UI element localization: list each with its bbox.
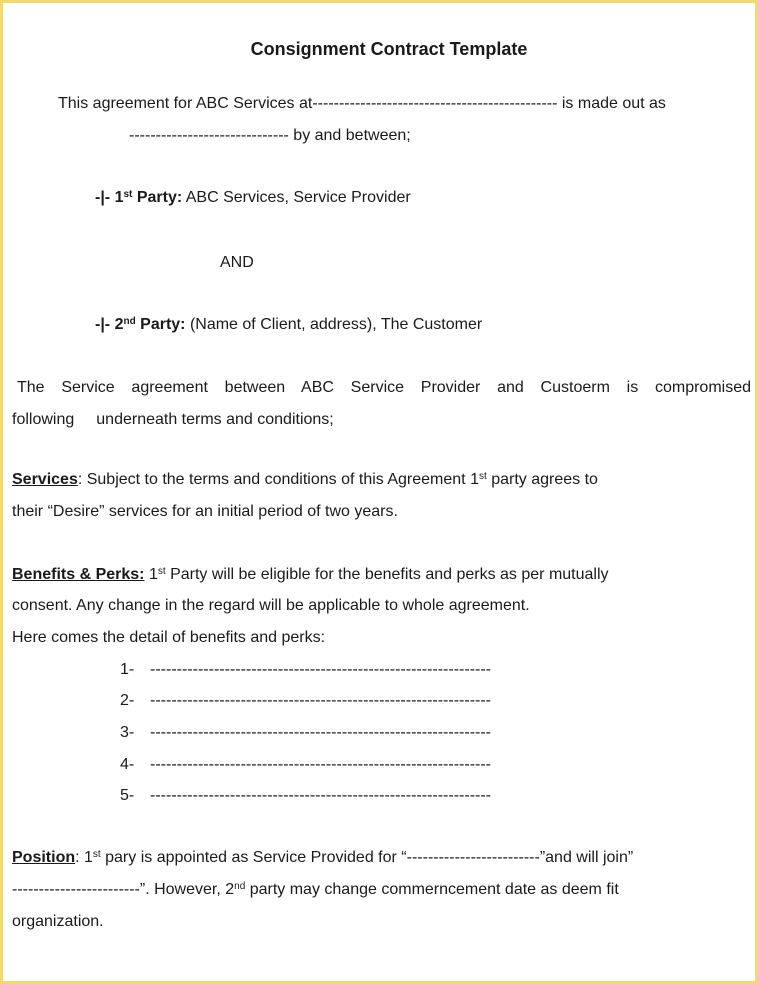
position-ordinal-1: st xyxy=(92,849,101,860)
agreement-text-a: following xyxy=(12,411,75,428)
benefits-line-3: Here comes the detail of benefits and perks: xyxy=(12,629,326,646)
list-item-number: 5- xyxy=(120,787,135,804)
list-item-blank: ---------------------------------------------------------------- xyxy=(150,724,491,741)
services-text-b: party agrees to xyxy=(486,471,598,488)
intro-blank-location: ---------------------------------------------- xyxy=(312,95,558,112)
list-item-number: 1- xyxy=(120,661,135,678)
list-item-number: 2- xyxy=(120,692,135,709)
list-item xyxy=(120,786,491,806)
list-item-number: 4- xyxy=(120,756,135,773)
intro-text-3: by and between; xyxy=(288,127,411,144)
party-2-value: (Name of Client, address), The Customer xyxy=(185,316,483,333)
list-item xyxy=(120,723,491,743)
party-1-prefix: -|- 1 xyxy=(95,189,124,206)
list-item-blank: ---------------------------------------------------------------- xyxy=(150,661,491,678)
list-item-blank: ---------------------------------------------------------------- xyxy=(150,692,491,709)
intro-line-2 xyxy=(129,126,411,146)
list-item-blank: ---------------------------------------------------------------- xyxy=(150,787,491,804)
agreement-text-b: underneath terms and conditions; xyxy=(96,411,334,428)
party-2-line xyxy=(95,315,482,335)
position-ordinal-2: nd xyxy=(234,881,246,892)
services-line-1 xyxy=(12,470,598,490)
position-text-c: ”and will join” xyxy=(539,849,634,866)
position-text-d: ”. However, 2 xyxy=(139,881,235,898)
intro-blank-date: ------------------------------ xyxy=(129,127,289,144)
party-2-prefix: -|- 2 xyxy=(95,316,124,333)
party-2-label: Party: xyxy=(135,316,186,333)
position-line-1 xyxy=(12,848,633,868)
list-item xyxy=(120,691,491,711)
list-item xyxy=(120,660,491,680)
list-item-number: 3- xyxy=(120,724,135,741)
party-1-value: ABC Services, Service Provider xyxy=(182,189,411,206)
position-text-e: party may change commerncement date as deem fit xyxy=(245,881,619,898)
services-line-2: their “Desire” services for an initial period of two years. xyxy=(12,503,398,520)
party-1-ordinal: st xyxy=(123,189,133,200)
and-text: AND xyxy=(220,254,254,271)
position-heading: Position xyxy=(12,849,76,866)
position-text-a: : 1 xyxy=(75,849,93,866)
party-2-ordinal: nd xyxy=(123,316,136,327)
benefits-text-b: Party will be eligible for the benefits and perks as per mutually xyxy=(165,566,609,583)
benefits-ordinal: st xyxy=(157,566,166,577)
party-1-line xyxy=(95,188,411,208)
document-page xyxy=(3,3,755,981)
party-1-label: Party: xyxy=(132,189,183,206)
services-heading: Services xyxy=(12,471,78,488)
intro-line-1 xyxy=(58,94,666,114)
benefits-heading: Benefits & Perks: xyxy=(12,566,145,583)
agreement-line-1: The Service agreement between ABC Service Provider and Custoerm is compromised xyxy=(17,379,751,396)
services-ordinal: st xyxy=(478,471,487,482)
list-item xyxy=(120,755,491,775)
services-text-a: : Subject to the terms and conditions of this Agreement 1 xyxy=(77,471,479,488)
intro-text-2: is made out as xyxy=(557,95,666,112)
list-item-blank: ---------------------------------------------------------------- xyxy=(150,756,491,773)
position-blank-date: ------------------------ xyxy=(12,881,140,898)
position-text-b: pary is appointed as Service Provided for “ xyxy=(100,849,407,866)
position-line-2 xyxy=(12,880,619,900)
agreement-line-2 xyxy=(12,410,334,430)
benefits-line-2: consent. Any change in the regard will be applicable to whole agreement. xyxy=(12,597,530,614)
benefits-text-a: 1 xyxy=(144,566,158,583)
position-blank-service: ------------------------- xyxy=(406,849,540,866)
document-title: Consignment Contract Template xyxy=(250,39,528,59)
position-line-3: organization. xyxy=(12,913,104,930)
intro-text: This agreement for ABC Services at xyxy=(58,95,313,112)
benefits-line-1 xyxy=(12,565,609,585)
